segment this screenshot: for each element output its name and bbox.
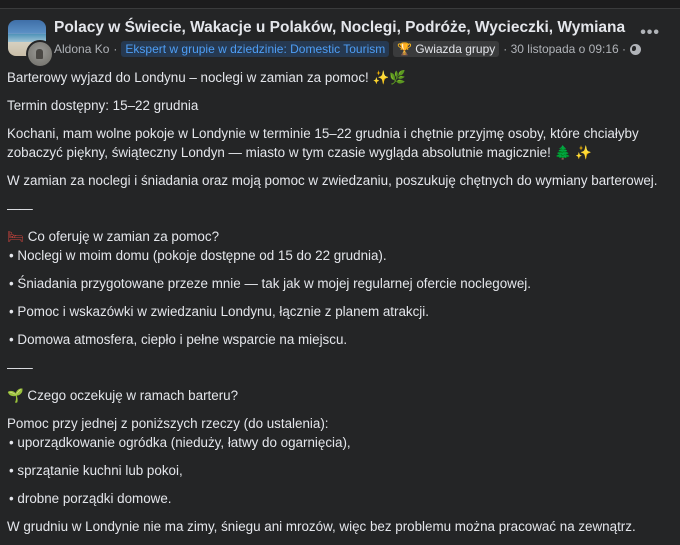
- sparkles-icon: ✨: [372, 70, 390, 85]
- sparkles-icon: ✨: [574, 145, 592, 160]
- intro-text: Kochani, mam wolne pokoje w Londynie w terminie 15–22 grudnia i chętnie przyjmę osoby, które chciałyby zobaczyć piękny, świąteczny Londyn — miasto w tym czasie wygląda absolutnie magicznie!: [7, 126, 639, 160]
- offer-item: • Noclegi w moim domu (pokoje dostępne od 15 do 22 grudnia).: [9, 248, 387, 263]
- post-meta: [54, 40, 641, 58]
- meta-separator: ·: [113, 42, 118, 56]
- post-title: Barterowy wyjazd do Londynu – noclegi w zamian za pomoc!: [7, 70, 369, 85]
- christmas-tree-icon: 🌲: [554, 145, 572, 160]
- separator-line: ——: [7, 201, 32, 216]
- seedling-icon: 🌱: [7, 388, 24, 403]
- author-name-link[interactable]: Aldona Ko: [54, 42, 110, 56]
- expert-badge[interactable]: Ekspert w grupie w dziedzinie: Domestic Tourism: [121, 41, 389, 57]
- expect-item: • drobne porządki domowe.: [9, 491, 172, 506]
- offer-item: • Śniadania przygotowane przeze mnie — tak jak w mojej regularnej ofercie noclegowej.: [9, 276, 531, 291]
- post-body: [7, 68, 672, 545]
- separator-line: ——: [7, 360, 32, 375]
- expect-item: • uporządkowanie ogródka (nieduży, łatwy do ogarnięcia),: [9, 435, 351, 450]
- intro-paragraph: [7, 124, 672, 162]
- group-star-label: Gwiazda grupy: [415, 42, 496, 56]
- expect-heading: Czego oczekuję w ramach barteru?: [27, 388, 239, 403]
- expect-lead: Pomoc przy jednej z poniższych rzeczy (do ustalenia):: [7, 416, 329, 431]
- top-divider: [0, 0, 680, 9]
- available-dates: Termin dostępny: 15–22 grudnia: [7, 98, 199, 113]
- herb-icon: 🌿: [389, 70, 406, 85]
- offer-item: • Domowa atmosfera, ciepło i pełne wsparcie na miejscu.: [9, 332, 348, 347]
- bed-icon: 🛏: [7, 229, 24, 244]
- post-timestamp-link[interactable]: · 30 listopada o 09:16 ·: [503, 42, 627, 56]
- trophy-icon: 🏆: [397, 42, 413, 56]
- expect-heading-line: [7, 386, 672, 405]
- post-title-line: [7, 68, 672, 87]
- more-options-button[interactable]: •••: [640, 24, 660, 41]
- group-name-link[interactable]: Polacy w Świecie, Wakacje u Polaków, Noclegi, Podróże, Wycieczki, Wymiana: [54, 19, 626, 36]
- exchange-paragraph: W zamian za noclegi i śniadania oraz moją pomoc w zwiedzaniu, poszukuję chętnych do wymiany barterowej.: [7, 173, 658, 188]
- globe-icon[interactable]: [630, 44, 641, 55]
- offer-heading-line: [7, 227, 672, 246]
- user-avatar[interactable]: [26, 40, 54, 68]
- expect-item: • sprzątanie kuchni lub pokoi,: [9, 463, 183, 478]
- post-header: [6, 18, 680, 60]
- group-star-badge[interactable]: [393, 41, 499, 57]
- closing-paragraph: W grudniu w Londynie nie ma zimy, śniegu ani mrozów, więc bez problemu można pracować na zewnątrz.: [7, 519, 636, 534]
- offer-heading: Co oferuję w zamian za pomoc?: [27, 229, 220, 244]
- offer-item: • Pomoc i wskazówki w zwiedzaniu Londynu, łącznie z planem atrakcji.: [9, 304, 429, 319]
